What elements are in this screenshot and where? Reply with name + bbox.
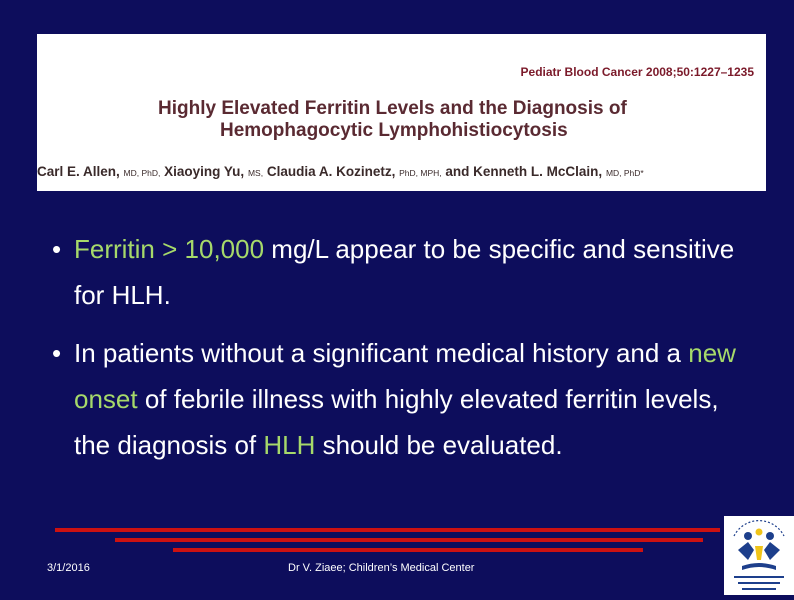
footer-presenter: Dr V. Ziaee; Children’s Medical Center [288,562,475,574]
journal-citation: Pediatr Blood Cancer 2008;50:1227–1235 [520,65,754,79]
footer-date: 3/1/2016 [47,562,90,574]
paper-title-line2: Hemophagocytic Lymphohistiocytosis [220,120,568,141]
hospital-logo-graphic [724,516,794,595]
footer-rule [55,528,720,532]
footer-rule [173,548,643,552]
highlighted-text: HLH [263,430,316,460]
author-name: and Kenneth L. McClain, [445,164,603,179]
footer-rule [115,538,703,542]
bullet-item [52,330,752,468]
author-degrees: MD, PhD* [605,168,644,178]
highlighted-text: new onset [74,338,736,414]
bullet-text: In patients without a significant medical history and a [74,338,689,368]
author-degrees: MD, PhD, [123,168,161,178]
paper-title-line1: Highly Elevated Ferritin Levels and the Diagnosis of [158,98,627,119]
bullet-text: mg/L appear to be specific and sensitive for HLH. [74,234,735,310]
author-name: Carl E. Allen, [37,164,120,179]
author-name: Claudia A. Kozinetz, [266,164,396,179]
author-degrees: PhD, MPH, [399,168,442,178]
bullet-marker: • [52,338,62,368]
bullet-text: should be evaluated. [315,430,563,460]
hospital-logo-icon [724,516,794,595]
paper-title [158,98,627,142]
bullet-list [52,226,752,468]
bullet-text: of febrile illness with highly elevated ferritin levels, the diagnosis of [74,384,719,460]
highlighted-text: Ferritin > 10,000 [74,234,265,264]
paper-authors [37,164,644,179]
bullet-item [52,226,752,318]
paper-header-image [37,34,766,191]
author-name: Xiaoying Yu, [164,164,245,179]
author-degrees: MS, [247,168,264,178]
bullet-marker: • [52,234,62,264]
